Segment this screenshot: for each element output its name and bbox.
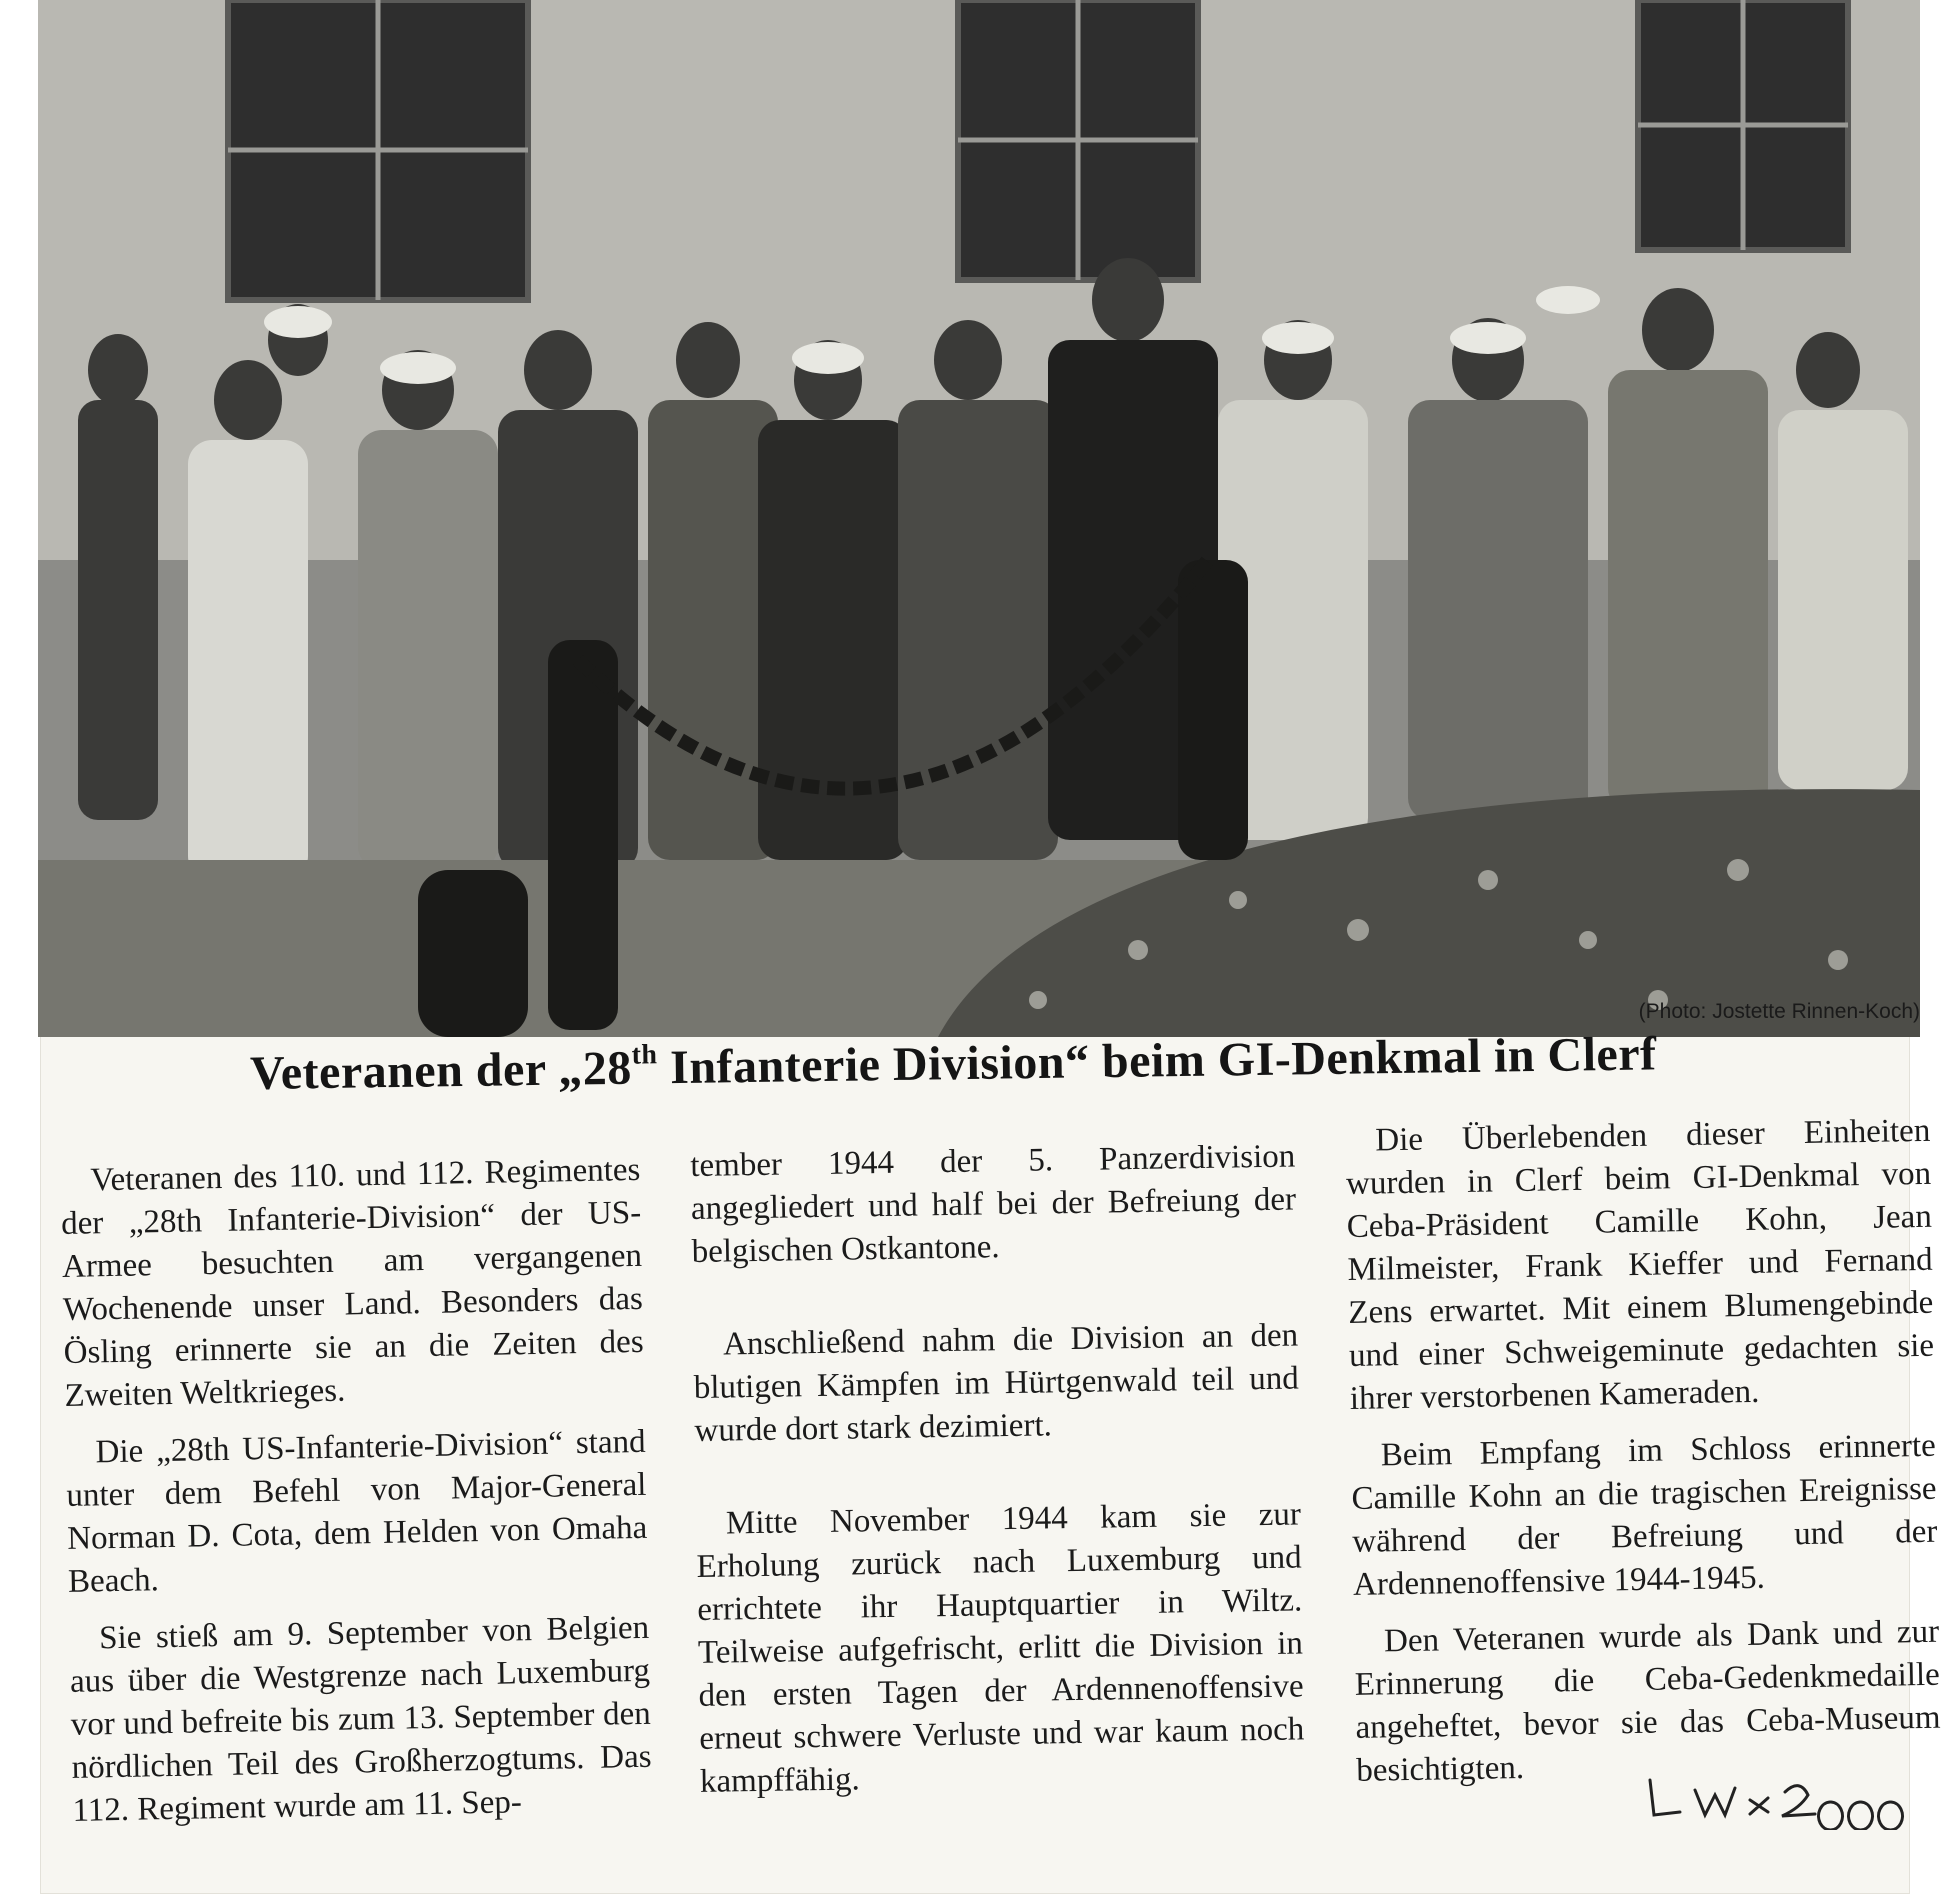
paragraph: Sie stieß am 9. September von Belgien aus über die Westgrenze nach Luxemburg vor und befreite bis zum 13. September den nördlichen Teil des Großherzogtums. Das 112. Regiment wurde am 11. Sep- (69, 1609, 652, 1829)
news-photo (38, 0, 1920, 1037)
article-column-1 (60, 1149, 653, 1847)
paragraph: Mitte November 1944 kam sie zur Erholung zurück nach Luxemburg und errichtete ihr Hauptquartier in Wiltz. Teilweise aufgefrischt, erlitt die Division in den ersten Tagen der Ardennenoffensive erneut schwere Verluste und war kaum noch kampffähig. (696, 1496, 1305, 1800)
paragraph: tember 1944 der 5. Panzerdivision angegliedert und half bei der Befreiung der belgischen Ostkantone. (690, 1138, 1297, 1270)
photo-credit: (Photo: Jostette Rinnen-Koch) (1638, 1000, 1920, 1023)
headline-superscript: th (631, 1039, 658, 1071)
headline-part1: Veteranen der „28 (249, 1041, 633, 1100)
paragraph: Die Überlebenden dieser Einheiten wurden in Clerf beim GI-Denkmal von Ceba-Präsident Camille Kohn, Jean Milmeister, Frank Kieffer und Fernand Zens erwartet. Mit einem Blumengebinde und einer Schweigeminute gedachten sie ihrer verstorbenen Kameraden. (1345, 1112, 1935, 1417)
paragraph: Veteranen des 110. und 112. Regimentes der „28th Infanterie-Division“ der US-Armee besuchten am vergangenen Wochenende unser Land. Besonders das Ösling erinnerte sie an die Zeiten des Zweiten Weltkrieges. (60, 1151, 644, 1414)
paragraph: Die „28th US-Infanterie-Division“ stand unter dem Befehl von Major-General Norman D. Cota, dem Helden von Omaha Beach. (66, 1423, 648, 1600)
paragraph: Beim Empfang im Schloss erinnerte Camille Kohn an die tragischen Ereignisse während der Befreiung und der Ardennenoffensive 1944-1945. (1351, 1427, 1938, 1603)
paragraph: Den Veteranen wurde als Dank und zur Erinnerung die Ceba-Gedenkmedaille angeheftet, bevor sie das Ceba-Museum besichtigten. (1354, 1613, 1941, 1789)
handwritten-note (1640, 1760, 1910, 1830)
article-column-2 (690, 1135, 1305, 1817)
group-photo-veterans-icon (38, 0, 1920, 1037)
article-column-3 (1345, 1110, 1942, 1807)
paragraph: Anschließend nahm die Division an den blutigen Kämpfen im Hürtgenwald teil und wurde dort stark dezimiert. (693, 1317, 1300, 1449)
headline-part2: Infanterie Division“ beim GI-Denkmal in Clerf (657, 1027, 1657, 1095)
